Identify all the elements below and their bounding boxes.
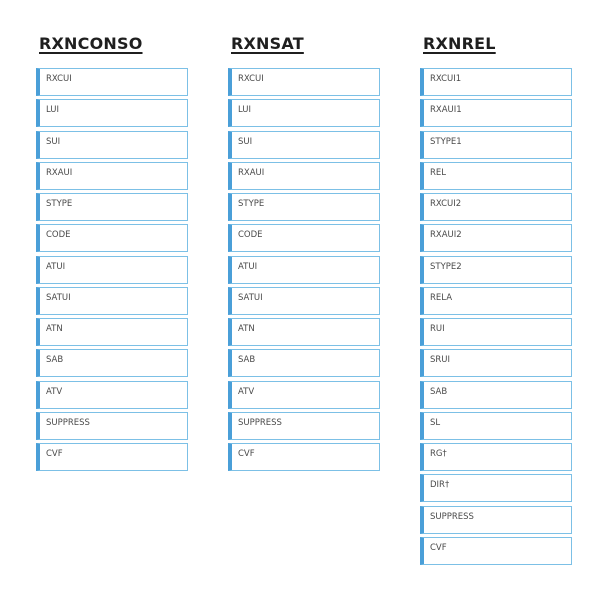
field-box: SL xyxy=(420,412,572,440)
field-list xyxy=(228,68,382,471)
field-box: RXCUI1 xyxy=(420,68,572,96)
field-box: CODE xyxy=(36,224,188,252)
field-box: LUI xyxy=(36,99,188,127)
field-box: SUI xyxy=(228,131,380,159)
field-box: STYPE xyxy=(36,193,188,221)
field-box: RXCUI2 xyxy=(420,193,572,221)
field-box: REL xyxy=(420,162,572,190)
field-box: ATUI xyxy=(228,256,380,284)
field-box: ATN xyxy=(36,318,188,346)
field-box: CVF xyxy=(420,537,572,565)
field-box: RG† xyxy=(420,443,572,471)
field-box: SATUI xyxy=(36,287,188,315)
field-box: LUI xyxy=(228,99,380,127)
table-rxnsat xyxy=(228,33,382,474)
field-box: ATV xyxy=(36,381,188,409)
field-box: SAB xyxy=(420,381,572,409)
field-box: RXCUI xyxy=(228,68,380,96)
field-box: SAB xyxy=(228,349,380,377)
field-box: STYPE1 xyxy=(420,131,572,159)
field-box: ATV xyxy=(228,381,380,409)
field-box: SRUI xyxy=(420,349,572,377)
field-box: CODE xyxy=(228,224,380,252)
field-box: CVF xyxy=(228,443,380,471)
field-box: SUPPRESS xyxy=(36,412,188,440)
field-box: CVF xyxy=(36,443,188,471)
table-rxnconso xyxy=(36,33,190,474)
field-box: RXCUI xyxy=(36,68,188,96)
field-box: ATUI xyxy=(36,256,188,284)
field-box: SUPPRESS xyxy=(228,412,380,440)
field-box: ATN xyxy=(228,318,380,346)
field-box: RELA xyxy=(420,287,572,315)
field-list xyxy=(36,68,190,471)
table-title: RXNREL xyxy=(423,34,496,53)
field-box: RXAUI xyxy=(228,162,380,190)
field-box: SUPPRESS xyxy=(420,506,572,534)
field-box: RXAUI2 xyxy=(420,224,572,252)
table-rxnrel xyxy=(420,33,574,568)
field-box: STYPE2 xyxy=(420,256,572,284)
field-box: RUI xyxy=(420,318,572,346)
table-title: RXNSAT xyxy=(231,34,304,53)
field-box: SATUI xyxy=(228,287,380,315)
field-box: SUI xyxy=(36,131,188,159)
field-box: SAB xyxy=(36,349,188,377)
field-box: STYPE xyxy=(228,193,380,221)
table-title: RXNCONSO xyxy=(39,34,143,53)
field-box: DIR† xyxy=(420,474,572,502)
field-box: RXAUI xyxy=(36,162,188,190)
field-list xyxy=(420,68,574,565)
field-box: RXAUI1 xyxy=(420,99,572,127)
